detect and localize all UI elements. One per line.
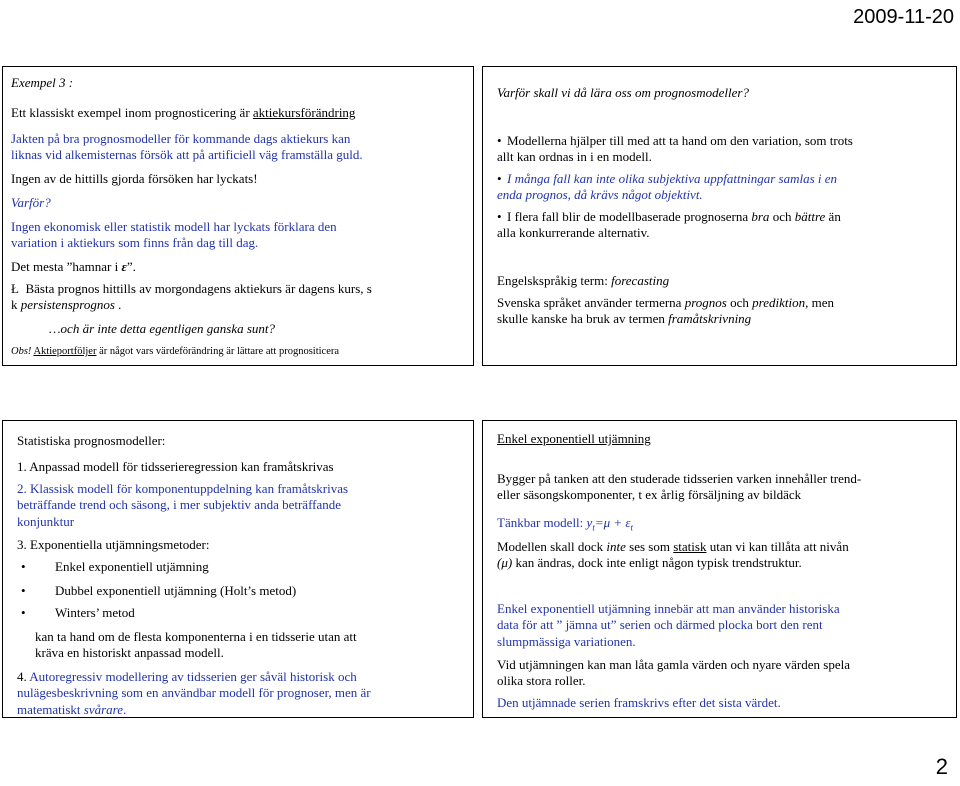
subitem-text: Winters’ metod: [55, 605, 135, 620]
formula-sub: t: [592, 522, 595, 533]
swedish-terms: [497, 295, 842, 328]
arrow-bullet-icon: Ł: [11, 281, 19, 296]
not-static-text-3: utan vi kan tillåta att nivån: [706, 539, 849, 554]
item-text: Autoregressiv modellering av tidsserien ger såväl historisk och nulägesbeskrivning som en användbar modell för prognoser, men är matematiskt: [17, 669, 371, 717]
slide-title: Varför skall vi då lära oss om prognosmodeller?: [497, 85, 749, 100]
paragraph-persistence: [11, 281, 376, 314]
bullet-better: [497, 209, 857, 242]
slide-statistical-models: [2, 420, 474, 718]
paragraph-assumption: Bygger på tanken att den studerade tidsserien varken innehåller trend- eller säsongskomponenter, t ex årlig försäljning av bildäck: [497, 471, 862, 503]
aktieportfoljer-link[interactable]: Aktieportföljer: [33, 346, 97, 357]
bullet-text: I många fall kan inte olika subjektiva uppfattningar samlas i en enda prognos, då krävs något objektivt.: [497, 171, 838, 203]
paragraph-weights: Vid utjämningen kan man låta gamla värden och nyare värden spela olika stora roller.: [497, 657, 850, 689]
intro-line: [11, 105, 355, 121]
slide-why-learn: [482, 66, 957, 366]
bullet-icon: •: [21, 605, 26, 620]
bullet-icon: •: [21, 559, 26, 574]
word-battre: bättre: [794, 209, 826, 224]
bullet-icon: •: [497, 171, 502, 186]
bullet-icon: •: [497, 133, 502, 148]
bullet-text: I flera fall blir de modellbaserade prognoserna: [507, 209, 752, 224]
model-label: Tänkbar modell:: [497, 515, 587, 530]
persistence-term: persistensprognos: [20, 297, 115, 313]
persistence-text: Bästa prognos hittills av morgondagens aktiekurs är dagens kurs, s k: [11, 281, 372, 313]
page-number: 2: [935, 754, 948, 779]
bullet-subjective: [497, 171, 857, 204]
bullet-icon: •: [21, 583, 26, 598]
swedish-terms-text-2: , men skulle kanske ha bruk av termen: [497, 295, 834, 327]
intro-text: Ett klassiskt exempel inom prognosticering är: [11, 105, 253, 120]
item-end: .: [123, 701, 127, 717]
paragraph-extrapolate: Den utjämnade serien framskrivs efter det sista värdet.: [497, 695, 781, 710]
question-why: Varför?: [11, 195, 51, 210]
term-framatskrivning: framåtskrivning: [668, 311, 752, 327]
slide-title: Statistiska prognosmodeller:: [17, 433, 166, 448]
slide-title: Exempel 3 :: [11, 75, 74, 90]
slide-title: Enkel exponentiell utjämning: [497, 431, 651, 446]
obs-note: [11, 345, 339, 358]
not-static-text-4: kan ändras, dock inte enligt någon typisk trendstruktur.: [512, 555, 802, 571]
paragraph-not-static: [497, 539, 862, 572]
epsilon-symbol: ε: [121, 259, 127, 274]
not-static-text-2: ses som: [625, 539, 674, 554]
word-statisk: statisk: [673, 539, 707, 554]
subitem-text: Dubbel exponentiell utjämning (Holt’s metod): [55, 583, 297, 598]
bullet-icon: •: [497, 209, 502, 224]
model-formula: [497, 515, 633, 534]
aktiekurs-link[interactable]: aktiekursförändring: [252, 105, 356, 120]
swedish-terms-text: Svenska språket använder termerna: [497, 295, 685, 310]
english-term-value: forecasting: [611, 273, 670, 288]
paragraph-none-succeeded: Ingen av de hittills gjorda försöken har lyckats!: [11, 171, 258, 186]
formula-sub-2: t: [630, 522, 634, 533]
word-inte: inte: [606, 539, 626, 554]
paragraph-alchemists: Jakten på bra prognosmodeller för kommande dags aktiekurs kan liknas vid alkemisternas försök att på artificiell väg framställa guld.: [11, 131, 363, 163]
bullet-models-help: [497, 133, 857, 166]
subitem-double: [21, 583, 296, 599]
formula-y: y: [586, 515, 593, 530]
subitem-winters: [21, 605, 135, 621]
formula-eq: =μ + ε: [594, 515, 631, 530]
item-autoregressive: [17, 669, 372, 718]
subitem-text: Enkel exponentiell utjämning: [55, 559, 209, 574]
word-bra: bra: [751, 209, 770, 224]
bullet-text: Modellerna hjälper till med att ta hand om den variation, som trots allt kan ordnas in i en modell.: [497, 133, 853, 165]
print-date: 2009-11-20: [853, 6, 954, 28]
english-term-label: Engelskspråkig term:: [497, 273, 612, 288]
obs-label: Obs!: [11, 346, 32, 357]
slide-example-3: [2, 66, 474, 366]
formula-mu: (μ): [497, 555, 513, 571]
obs-text: är något vars värdeförändring är lättare att prognositicera: [96, 346, 340, 357]
bullet-end: än alla konkurrerande alternativ.: [497, 209, 841, 241]
slide-simple-exponential: [482, 420, 957, 718]
paragraph-epsilon: [11, 259, 136, 275]
item-number: 4.: [17, 669, 30, 684]
english-term: [497, 273, 669, 289]
word-svarare: svårare: [83, 701, 124, 717]
paragraph-no-model: Ingen ekonomisk eller statistik modell har lyckats förklara den variation i aktiekurs som finns från dag till dag.: [11, 219, 337, 251]
item-exponential: 3. Exponentiella utjämningsmetoder:: [17, 537, 210, 552]
paragraph-smoothing: Enkel exponentiell utjämning innebär att man använder historiska data för att ” jämna ut” serien och därmed plocka bort den rent slumpmässiga variationen.: [497, 601, 840, 649]
exponential-note: kan ta hand om de flesta komponenterna i en tidsserie utan att kräva en historiskt anpassad modell.: [35, 629, 357, 661]
question-sensible: …och är inte detta egentligen ganska sunt?: [49, 321, 276, 336]
word-och: och: [769, 209, 795, 224]
subitem-simple: [21, 559, 209, 575]
not-static-text: Modellen skall dock: [497, 539, 607, 554]
item-decomposition: 2. Klassisk modell för komponentuppdelning kan framåtskrivas beträffande trend och säsong, i mer subjektiv anda beträffande konjunktur: [17, 481, 349, 529]
term-prediktion: prediktion: [752, 295, 806, 310]
term-prognos: prognos: [684, 295, 727, 310]
epsilon-suffix: ”.: [126, 259, 136, 274]
epsilon-text: Det mesta ”hamnar i: [11, 259, 122, 274]
word-och: och: [726, 295, 753, 310]
persistence-end: .: [114, 297, 122, 313]
item-regression: 1. Anpassad modell för tidsserieregression kan framåtskrivas: [17, 459, 334, 474]
